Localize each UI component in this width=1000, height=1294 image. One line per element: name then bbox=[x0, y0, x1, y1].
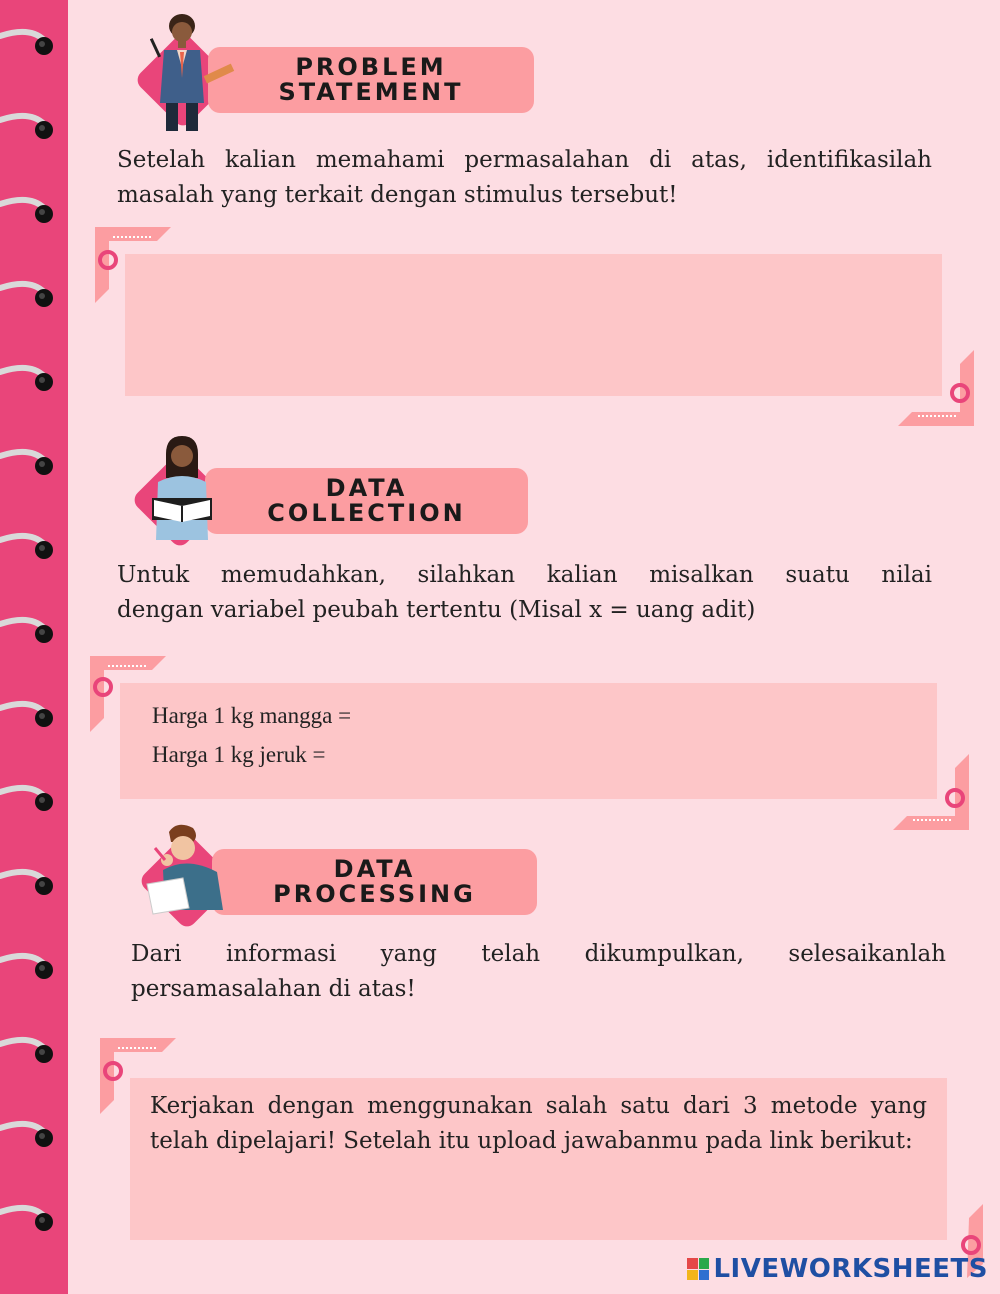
box-corner-bottom-right bbox=[891, 754, 971, 834]
answer-box-1[interactable] bbox=[125, 254, 942, 396]
price-orange-label: Harga 1 kg jeruk = bbox=[152, 742, 326, 767]
brand-name: LIVEWORKSHEETS bbox=[713, 1254, 988, 1284]
reading-woman-figure-icon bbox=[150, 434, 216, 546]
section-title-data-collection: DATA COLLECTION bbox=[205, 468, 528, 534]
section-title-data-processing: DATA PROCESSING bbox=[212, 849, 537, 915]
spiral-ring-icon bbox=[0, 528, 60, 568]
section-paragraph: Setelah kalian memahami permasalahan di atas, identifikasilah masalah yang terkait dengan stimulus tersebut! bbox=[117, 147, 932, 208]
answer-box-2-text bbox=[152, 696, 351, 774]
liveworksheets-logo-icon bbox=[687, 1258, 709, 1280]
section-paragraph: Untuk memudahkan, silahkan kalian misalkan suatu nilai dengan variabel peubah tertentu (Misal x = uang adit) bbox=[117, 562, 932, 623]
spiral-ring-icon bbox=[0, 1116, 60, 1156]
spiral-ring-icon bbox=[0, 864, 60, 904]
spiral-ring-icon bbox=[0, 780, 60, 820]
answer-box-3-text: Kerjakan dengan menggunakan salah satu dari 3 metode yang telah dipelajari! Setelah itu upload jawabanmu pada link berikut: bbox=[150, 1093, 928, 1154]
section-paragraph: Dari informasi yang telah dikumpulkan, selesaikanlah persamasalahan di atas! bbox=[131, 941, 946, 1002]
section-title-problem-statement: PROBLEM STATEMENT bbox=[208, 47, 534, 113]
spiral-ring-icon bbox=[0, 612, 60, 652]
price-mango-label: Harga 1 kg mangga = bbox=[152, 703, 352, 728]
thinking-man-figure-icon bbox=[143, 820, 227, 920]
spiral-ring-icon bbox=[0, 24, 60, 64]
spiral-ring-icon bbox=[0, 1032, 60, 1072]
spiral-ring-icon bbox=[0, 192, 60, 232]
liveworksheets-brand bbox=[687, 1254, 988, 1284]
spiral-ring-icon bbox=[0, 696, 60, 736]
spiral-ring-icon bbox=[0, 276, 60, 316]
spiral-ring-icon bbox=[0, 444, 60, 484]
spiral-ring-icon bbox=[0, 108, 60, 148]
spiral-ring-icon bbox=[0, 948, 60, 988]
spiral-ring-icon bbox=[0, 1200, 60, 1240]
spiral-ring-icon bbox=[0, 360, 60, 400]
teacher-figure-icon bbox=[150, 8, 240, 136]
box-corner-bottom-right bbox=[896, 350, 976, 430]
